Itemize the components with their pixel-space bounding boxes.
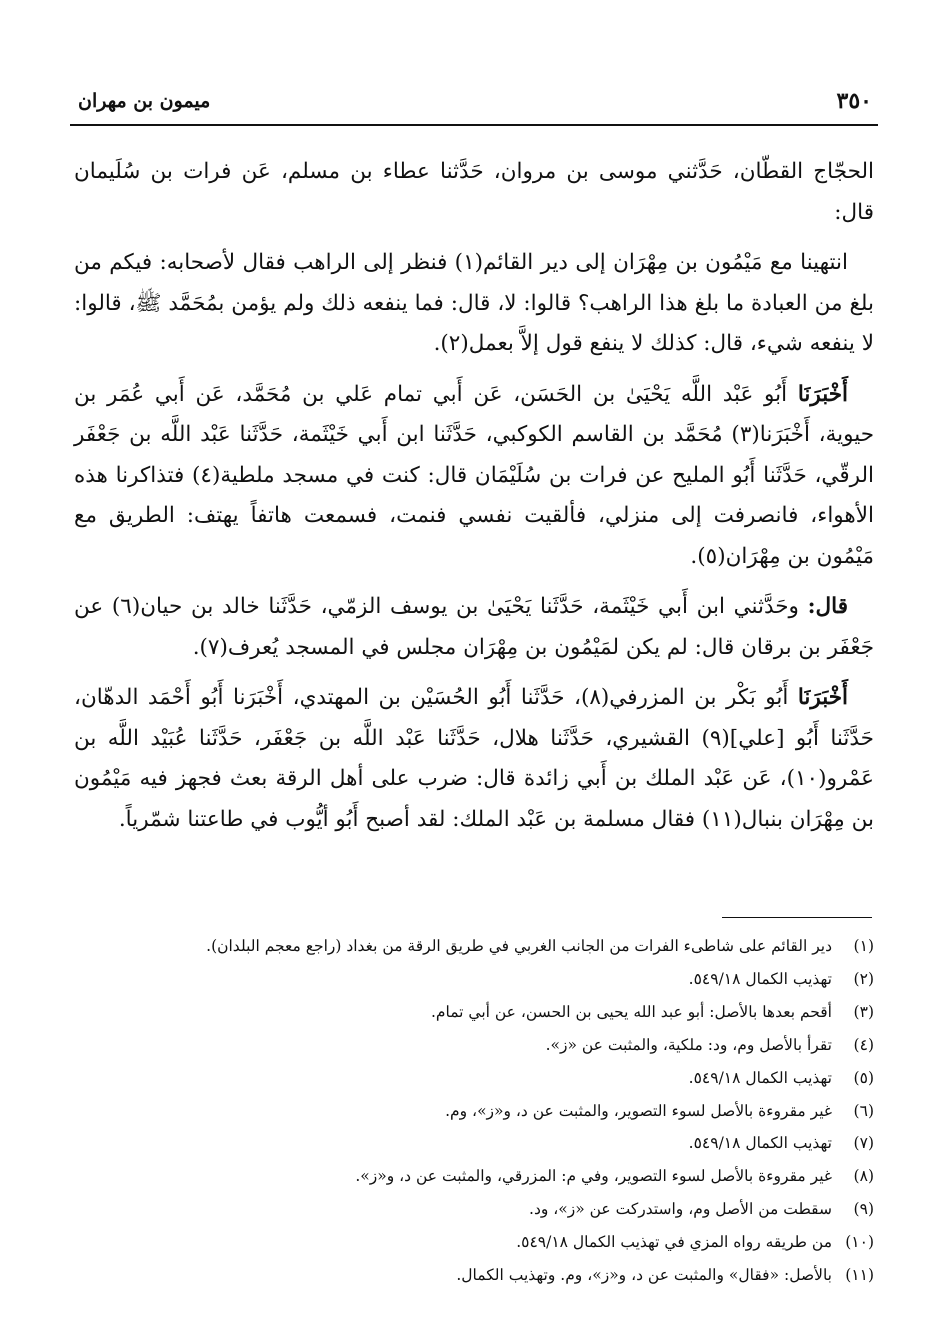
footnote xyxy=(74,1160,874,1193)
footnote-text: تهذيب الكمال ٥٤٩/١٨. xyxy=(688,1068,832,1087)
paragraph-lead: أَخْبَرَنَا xyxy=(797,381,848,407)
footnote xyxy=(74,1226,874,1259)
footnote xyxy=(74,1095,874,1128)
paragraph-lead: أَخْبَرَنَا xyxy=(797,685,848,710)
page-header xyxy=(70,84,878,126)
footnote xyxy=(74,963,874,996)
paragraph xyxy=(74,587,874,668)
paragraph-text: الحجّاج القطّان، حَدَّثني موسى بن مروان، حَدَّثنا عطاء بن مسلم، عَن فرات بن سُلَيمان قال: xyxy=(74,159,874,225)
footnote xyxy=(74,1259,874,1292)
paragraph-text: أَبُو بَكْر بن المزرفي(٨)، حَدَّثَنا أَبُو الحُسَيْن بن المهتدي، أَخْبَرَنا أَبُو أَحْمَد الدهّان، حَدَّثَنا أَبُو [علي](٩) القشيري، حَدَّثَنا هلال، حَدَّثَنا عَبْد اللَّه بن جَعْفَر، حَدَّثَنا عُبَيْد اللَّه بن عَمْرو(١٠)، عَن عَبْد الملك بن أَبي زائدة قال: ضرب على أهل الرقة بعث فجهز فيه مَيْمُون بن مِهْرَان بنبال(١١) فقال مسلمة بن عَبْد الملك: لقد أصبح أَبُو أيُّوب في طاعتنا شمّرياً. xyxy=(74,685,874,832)
paragraph xyxy=(74,375,874,578)
footnote-text: من طريقه رواه المزي في تهذيب الكمال ٥٤٩/١٨. xyxy=(516,1233,832,1252)
footnote-number: (٩) xyxy=(853,1200,874,1219)
footnote-text: تهذيب الكمال ٥٤٩/١٨. xyxy=(688,1134,832,1153)
footnote-text: أقحم بعدها بالأصل: أبو عبد الله يحيى بن الحسن، عن أبي تمام. xyxy=(430,1002,832,1021)
footnote-number: (٢) xyxy=(853,969,874,988)
paragraph-lead: قال: xyxy=(807,594,848,619)
paragraph xyxy=(74,243,874,365)
paragraph xyxy=(74,678,874,840)
paragraph xyxy=(74,152,874,233)
footnote-text: سقطت من الأصل وم، واستدركت عن «ز»، ود. xyxy=(529,1200,832,1219)
footnote-number: (٦) xyxy=(853,1101,874,1120)
footnote-text: غير مقروءة بالأصل لسوء التصوير، والمثبت عن د، و«ز»، وم. xyxy=(445,1101,832,1120)
footnote xyxy=(74,1062,874,1095)
footnote-text: تقرأ بالأصل وم، ود: ملكية، والمثبت عن «ز». xyxy=(545,1035,832,1054)
main-text xyxy=(74,152,874,850)
footnote-text: بالأصل: «فقال» والمثبت عن د، و«ز»، وم. وتهذيب الكمال. xyxy=(456,1266,832,1285)
footnote-number: (٧) xyxy=(853,1134,874,1153)
footnote-number: (٥) xyxy=(853,1068,874,1087)
footnote-separator xyxy=(722,917,872,918)
footnote-number: (٤) xyxy=(853,1035,874,1054)
footnote-number: (١٠) xyxy=(845,1233,874,1252)
page-number: ٣٥٠ xyxy=(836,88,872,114)
paragraph-text: أَبُو عَبْد اللَّه يَحْيَىٰ بن الحَسَن، عَن أَبي تمام عَلي بن مُحَمَّد، عَن أَبي عُمَر بن حيوية، أَخْبَرَنا(٣) مُحَمَّد بن القاسم الكوكبي، حَدَّثَنا ابن أَبي خَيْثَمة، حَدَّثَنا عَبْد اللَّه بن جَعْفَر الرقّي، حَدَّثَنا أَبُو المليح عن فرات بن سُلَيْمَان قال: كنت في مسجد ملطية(٤) فتذاكرنا هذه الأهواء، فانصرفت إلى منزلي، فألقيت نفسي فنمت، فسمعت هاتفاً يهتف: الطريق مع مَيْمُون بن مِهْرَان(٥). xyxy=(74,381,875,569)
paragraph-text: وحَدَّثني ابن أَبي خَيْثَمة، حَدَّثَنا يَحْيَىٰ بن يوسف الزمّي، حَدَّثَنا خالد بن حيان(٦) عن جَعْفَر بن برقان قال: لم يكن لمَيْمُون بن مِهْرَان مجلس في المسجد يُعرف(٧). xyxy=(74,594,874,660)
footnote-number: (١) xyxy=(853,937,874,955)
footnote-number: (١١) xyxy=(845,1266,874,1285)
footnote xyxy=(74,996,874,1029)
footnote-text: غير مقروءة بالأصل لسوء التصوير، وفي م: المزرقي، والمثبت عن د، و«ز». xyxy=(355,1167,832,1186)
footnote xyxy=(74,1193,874,1226)
running-title: ميمون بن مهران xyxy=(78,90,211,112)
paragraph-text: انتهينا مع مَيْمُون بن مِهْرَان إلى دير القائم(١) فنظر إلى الراهب فقال لأصحابه: فيكم من بلغ من العبادة ما بلغ هذا الراهب؟ قالوا: لا، قال: فما ينفعه ذلك ولم يؤمن بمُحَمَّد ﷺ، قالوا: لا ينفعه شيء، قال: كذلك لا ينفع قول إلاَّ بعمل(٢). xyxy=(74,250,874,356)
footnotes xyxy=(74,930,874,1292)
footnote xyxy=(74,930,874,963)
footnote xyxy=(74,1127,874,1160)
footnote-number: (٣) xyxy=(853,1002,874,1021)
footnote-number: (٨) xyxy=(853,1167,874,1186)
footnote xyxy=(74,1029,874,1062)
footnote-text: دير القائم على شاطىء الفرات من الجانب الغربي في طريق الرقة من بغداد (راجع معجم البلدان). xyxy=(206,937,832,955)
footnote-text: تهذيب الكمال ٥٤٩/١٨. xyxy=(688,969,832,988)
